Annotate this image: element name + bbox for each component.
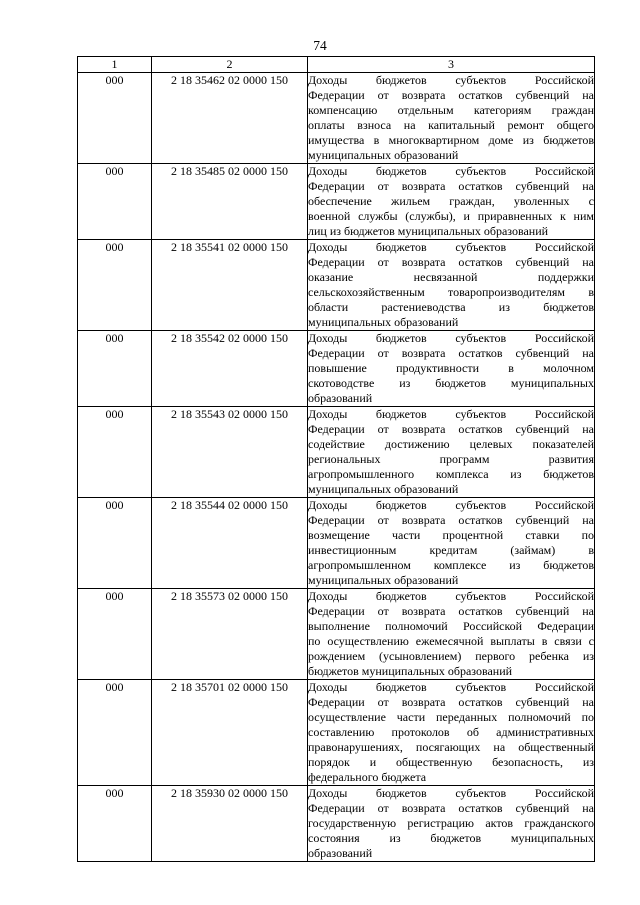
description-line: образований [308, 846, 373, 860]
description-line: государственную регистрацию актов гражданского [308, 816, 594, 830]
description-line: возмещение части процентной ставки по [308, 528, 594, 542]
revenue-code-cell: 2 18 35462 02 0000 150 [152, 73, 308, 164]
table-row [78, 331, 595, 407]
description-line: Доходы бюджетов субъектов Российской [308, 164, 594, 178]
description-line: Доходы бюджетов субъектов Российской [308, 589, 594, 603]
admin-code-cell: 000 [78, 331, 152, 407]
description-cell [308, 407, 595, 498]
description-line: области растениеводства из бюджетов [308, 300, 594, 314]
description-cell [308, 589, 595, 680]
description-cell [308, 498, 595, 589]
description-line: муниципальных образований [308, 315, 459, 329]
description-line: Доходы бюджетов субъектов Российской [308, 498, 594, 512]
description-line: по осуществлению ежемесячной выплаты в связи с [308, 634, 594, 648]
revenue-code-cell: 2 18 35485 02 0000 150 [152, 164, 308, 240]
description-line: Доходы бюджетов субъектов Российской [308, 331, 594, 345]
description-line: бюджетов муниципальных образований [308, 664, 513, 678]
table-header-row [78, 57, 595, 73]
description-line: муниципальных образований [308, 482, 459, 496]
description-line: муниципальных образований [308, 573, 459, 587]
admin-code-cell: 000 [78, 680, 152, 786]
description-line: обеспечение жильем граждан, уволенных с [308, 194, 594, 208]
description-line: муниципальных образований [308, 148, 459, 162]
description-line: повышение продуктивности в молочном [308, 361, 594, 375]
description-line: региональных программ развития [308, 452, 594, 466]
description-line: компенсацию отдельным категориям граждан [308, 103, 594, 117]
description-line: составлению протоколов об административных [308, 725, 594, 739]
description-cell [308, 240, 595, 331]
page-number: 74 [313, 38, 327, 53]
column-header-3: 3 [308, 57, 595, 73]
revenue-code-cell: 2 18 35701 02 0000 150 [152, 680, 308, 786]
description-line: Федерации от возврата остатков субвенций на [308, 422, 594, 436]
description-line: Доходы бюджетов субъектов Российской [308, 680, 594, 694]
column-header-2: 2 [152, 57, 308, 73]
description-line: Доходы бюджетов субъектов Российской [308, 407, 594, 421]
description-line: федерального бюджета [308, 770, 427, 784]
description-line: военной службы (службы), и приравненных к ним [308, 209, 594, 223]
table-row [78, 407, 595, 498]
description-line: Федерации от возврата остатков субвенций на [308, 604, 594, 618]
table-row [78, 498, 595, 589]
description-line: Доходы бюджетов субъектов Российской [308, 73, 594, 87]
description-line: Федерации от возврата остатков субвенций на [308, 801, 594, 815]
description-line: оказание несвязанной поддержки [308, 270, 594, 284]
description-line: образований [308, 391, 373, 405]
column-header-1: 1 [78, 57, 152, 73]
table-row [78, 73, 595, 164]
revenue-code-cell: 2 18 35930 02 0000 150 [152, 786, 308, 862]
description-line: сельскохозяйственным товаропроизводителям в [308, 285, 594, 299]
revenue-code-cell: 2 18 35544 02 0000 150 [152, 498, 308, 589]
admin-code-cell: 000 [78, 240, 152, 331]
description-line: оплаты взноса на капитальный ремонт общего [308, 118, 594, 132]
description-line: осуществление части переданных полномочий по [308, 710, 594, 724]
description-line: Федерации от возврата остатков субвенций на [308, 513, 594, 527]
description-line: скотоводстве из бюджетов муниципальных [308, 376, 594, 390]
admin-code-cell: 000 [78, 407, 152, 498]
description-line: состояния из бюджетов муниципальных [308, 831, 594, 845]
description-line: Федерации от возврата остатков субвенций на [308, 88, 594, 102]
description-cell [308, 164, 595, 240]
description-line: лиц из бюджетов муниципальных образований [308, 224, 549, 238]
admin-code-cell: 000 [78, 498, 152, 589]
description-cell [308, 331, 595, 407]
admin-code-cell: 000 [78, 589, 152, 680]
description-line: инвестиционным кредитам (займам) в [308, 543, 594, 557]
revenue-code-cell: 2 18 35541 02 0000 150 [152, 240, 308, 331]
budget-revenue-table [77, 56, 595, 862]
description-line: имущества в многоквартирном доме из бюджетов [308, 133, 594, 147]
description-line: выполнение полномочий Российской Федерации [308, 619, 594, 633]
admin-code-cell: 000 [78, 164, 152, 240]
table-row [78, 589, 595, 680]
description-line: Доходы бюджетов субъектов Российской [308, 240, 594, 254]
table-row [78, 680, 595, 786]
description-line: агропромышленном комплексе из бюджетов [308, 558, 594, 572]
description-line: Федерации от возврата остатков субвенций на [308, 346, 594, 360]
table-row [78, 240, 595, 331]
table-row [78, 164, 595, 240]
description-line: Федерации от возврата остатков субвенций на [308, 695, 594, 709]
description-line: Федерации от возврата остатков субвенций на [308, 255, 594, 269]
description-cell [308, 73, 595, 164]
revenue-code-cell: 2 18 35543 02 0000 150 [152, 407, 308, 498]
admin-code-cell: 000 [78, 73, 152, 164]
description-line: правонарушениях, посягающих на общественный [308, 740, 594, 754]
description-cell [308, 786, 595, 862]
admin-code-cell: 000 [78, 786, 152, 862]
table-row [78, 786, 595, 862]
description-line: Федерации от возврата остатков субвенций на [308, 179, 594, 193]
table-body [78, 73, 595, 862]
description-cell [308, 680, 595, 786]
description-line: рождением (усыновлением) первого ребенка из [308, 649, 594, 663]
revenue-code-cell: 2 18 35573 02 0000 150 [152, 589, 308, 680]
description-line: порядок и общественную безопасность, из [308, 755, 594, 769]
description-line: содействие достижению целевых показателей [308, 437, 594, 451]
description-line: агропромышленного комплекса из бюджетов [308, 467, 594, 481]
description-line: Доходы бюджетов субъектов Российской [308, 786, 594, 800]
revenue-code-cell: 2 18 35542 02 0000 150 [152, 331, 308, 407]
